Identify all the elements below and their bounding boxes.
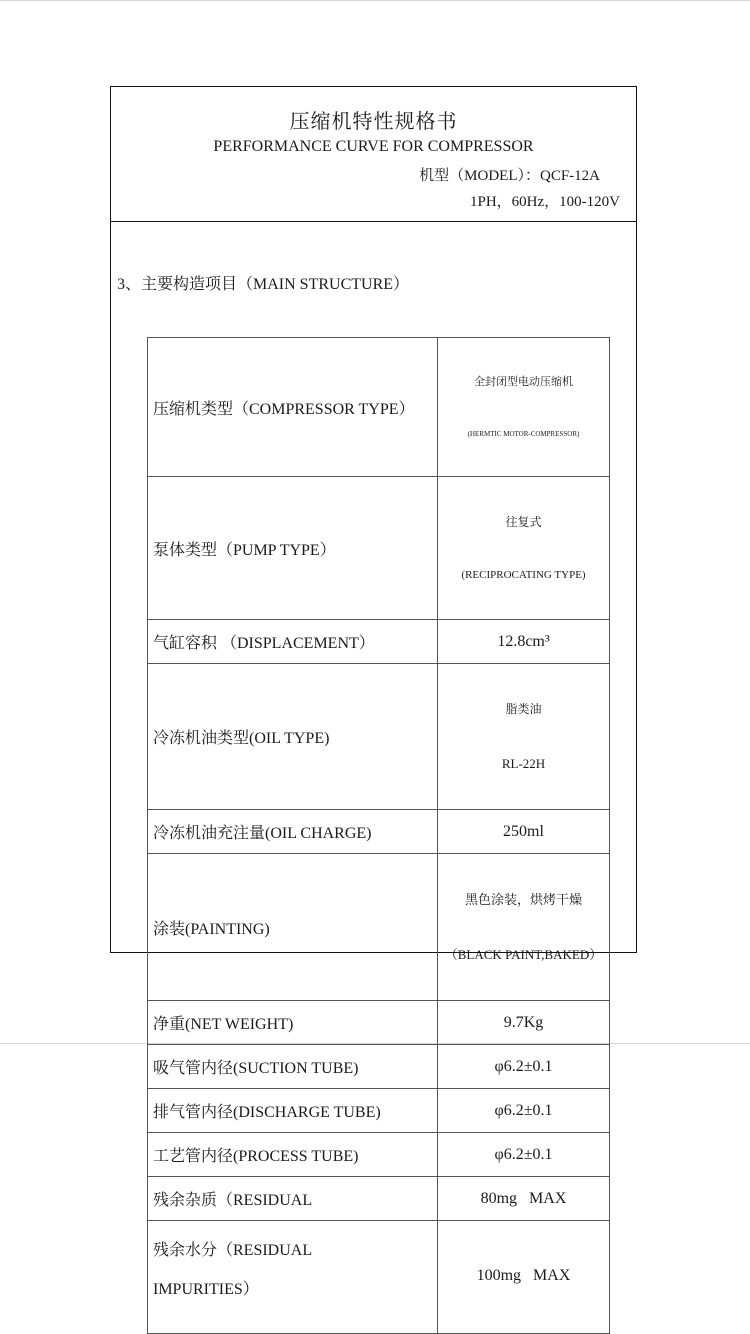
- value-cn: 全封闭型电动压缩机: [474, 376, 573, 388]
- title-chinese: 压缩机特性规格书: [289, 111, 458, 133]
- row-value: φ6.2±0.1: [438, 1133, 610, 1177]
- structure-table: [147, 337, 610, 1334]
- row-value: 250ml: [438, 810, 610, 854]
- row-label: 净重(NET WEIGHT): [148, 1001, 438, 1045]
- table-row: [148, 477, 610, 620]
- value-en: （BLACK PAINT,BAKED）: [444, 947, 603, 962]
- row-value: φ6.2±0.1: [438, 1045, 610, 1089]
- table-row: [148, 1001, 610, 1045]
- table-row: [148, 620, 610, 664]
- table-row: [148, 1045, 610, 1089]
- row-label: 吸气管内径(SUCTION TUBE): [148, 1045, 438, 1089]
- header-divider: [111, 221, 636, 222]
- table-row: [148, 810, 610, 854]
- row-label: 残余杂质（RESIDUAL: [148, 1177, 438, 1221]
- row-value: [438, 1221, 610, 1334]
- model-line: 机型（MODEL）：QCF-12A: [419, 168, 600, 184]
- table-row: [148, 1089, 610, 1133]
- row-label: 工艺管内径(PROCESS TUBE): [148, 1133, 438, 1177]
- table-row: [148, 338, 610, 477]
- value-cn: 往复式: [505, 515, 542, 529]
- table-row: [148, 1177, 610, 1221]
- row-label: [148, 1221, 438, 1334]
- label-line-2: IMPURITIES）: [153, 1281, 259, 1298]
- row-value: 12.8cm³: [438, 620, 610, 664]
- value-text: 100mg MAX: [476, 1267, 571, 1284]
- value-cn: 脂类油: [505, 702, 542, 716]
- value-cn: 黑色涂装，烘烤干燥: [464, 892, 582, 907]
- row-label: 排气管内径(DISCHARGE TUBE): [148, 1089, 438, 1133]
- row-value: [438, 664, 610, 810]
- table-row: [148, 664, 610, 810]
- row-label: 压缩机类型（COMPRESSOR TYPE）: [148, 338, 438, 477]
- row-label: 气缸容积 （DISPLACEMENT）: [148, 620, 438, 664]
- table-row: [148, 1133, 610, 1177]
- row-value: 9.7Kg: [438, 1001, 610, 1045]
- label-line-1: 残余水分（RESIDUAL: [153, 1242, 313, 1259]
- value-en: RL-22H: [501, 756, 546, 771]
- row-value: [438, 854, 610, 1001]
- row-label: 泵体类型（PUMP TYPE）: [148, 477, 438, 620]
- row-value: φ6.2±0.1: [438, 1089, 610, 1133]
- page-top-edge: [0, 0, 750, 1]
- spec-sheet-frame: [110, 86, 637, 1298]
- row-value: [438, 338, 610, 477]
- row-value: 80mg MAX: [438, 1177, 610, 1221]
- power-line: 1PH，60Hz，100-120V: [470, 194, 620, 210]
- row-label: 涂装(PAINTING): [148, 854, 438, 1001]
- table-row: [148, 1221, 610, 1334]
- table-row: [148, 854, 610, 1001]
- row-label: 冷冻机油类型(OIL TYPE): [148, 664, 438, 810]
- value-en: (RECIPROCATING TYPE): [461, 569, 586, 581]
- section-title: 3、主要构造项目（MAIN STRUCTURE）: [117, 276, 410, 293]
- value-en: (HERMTIC MOTOR-COMPRESSOR): [467, 430, 580, 438]
- row-value: [438, 477, 610, 620]
- row-label: 冷冻机油充注量(OIL CHARGE): [148, 810, 438, 854]
- title-english: PERFORMANCE CURVE FOR COMPRESSOR: [213, 138, 534, 155]
